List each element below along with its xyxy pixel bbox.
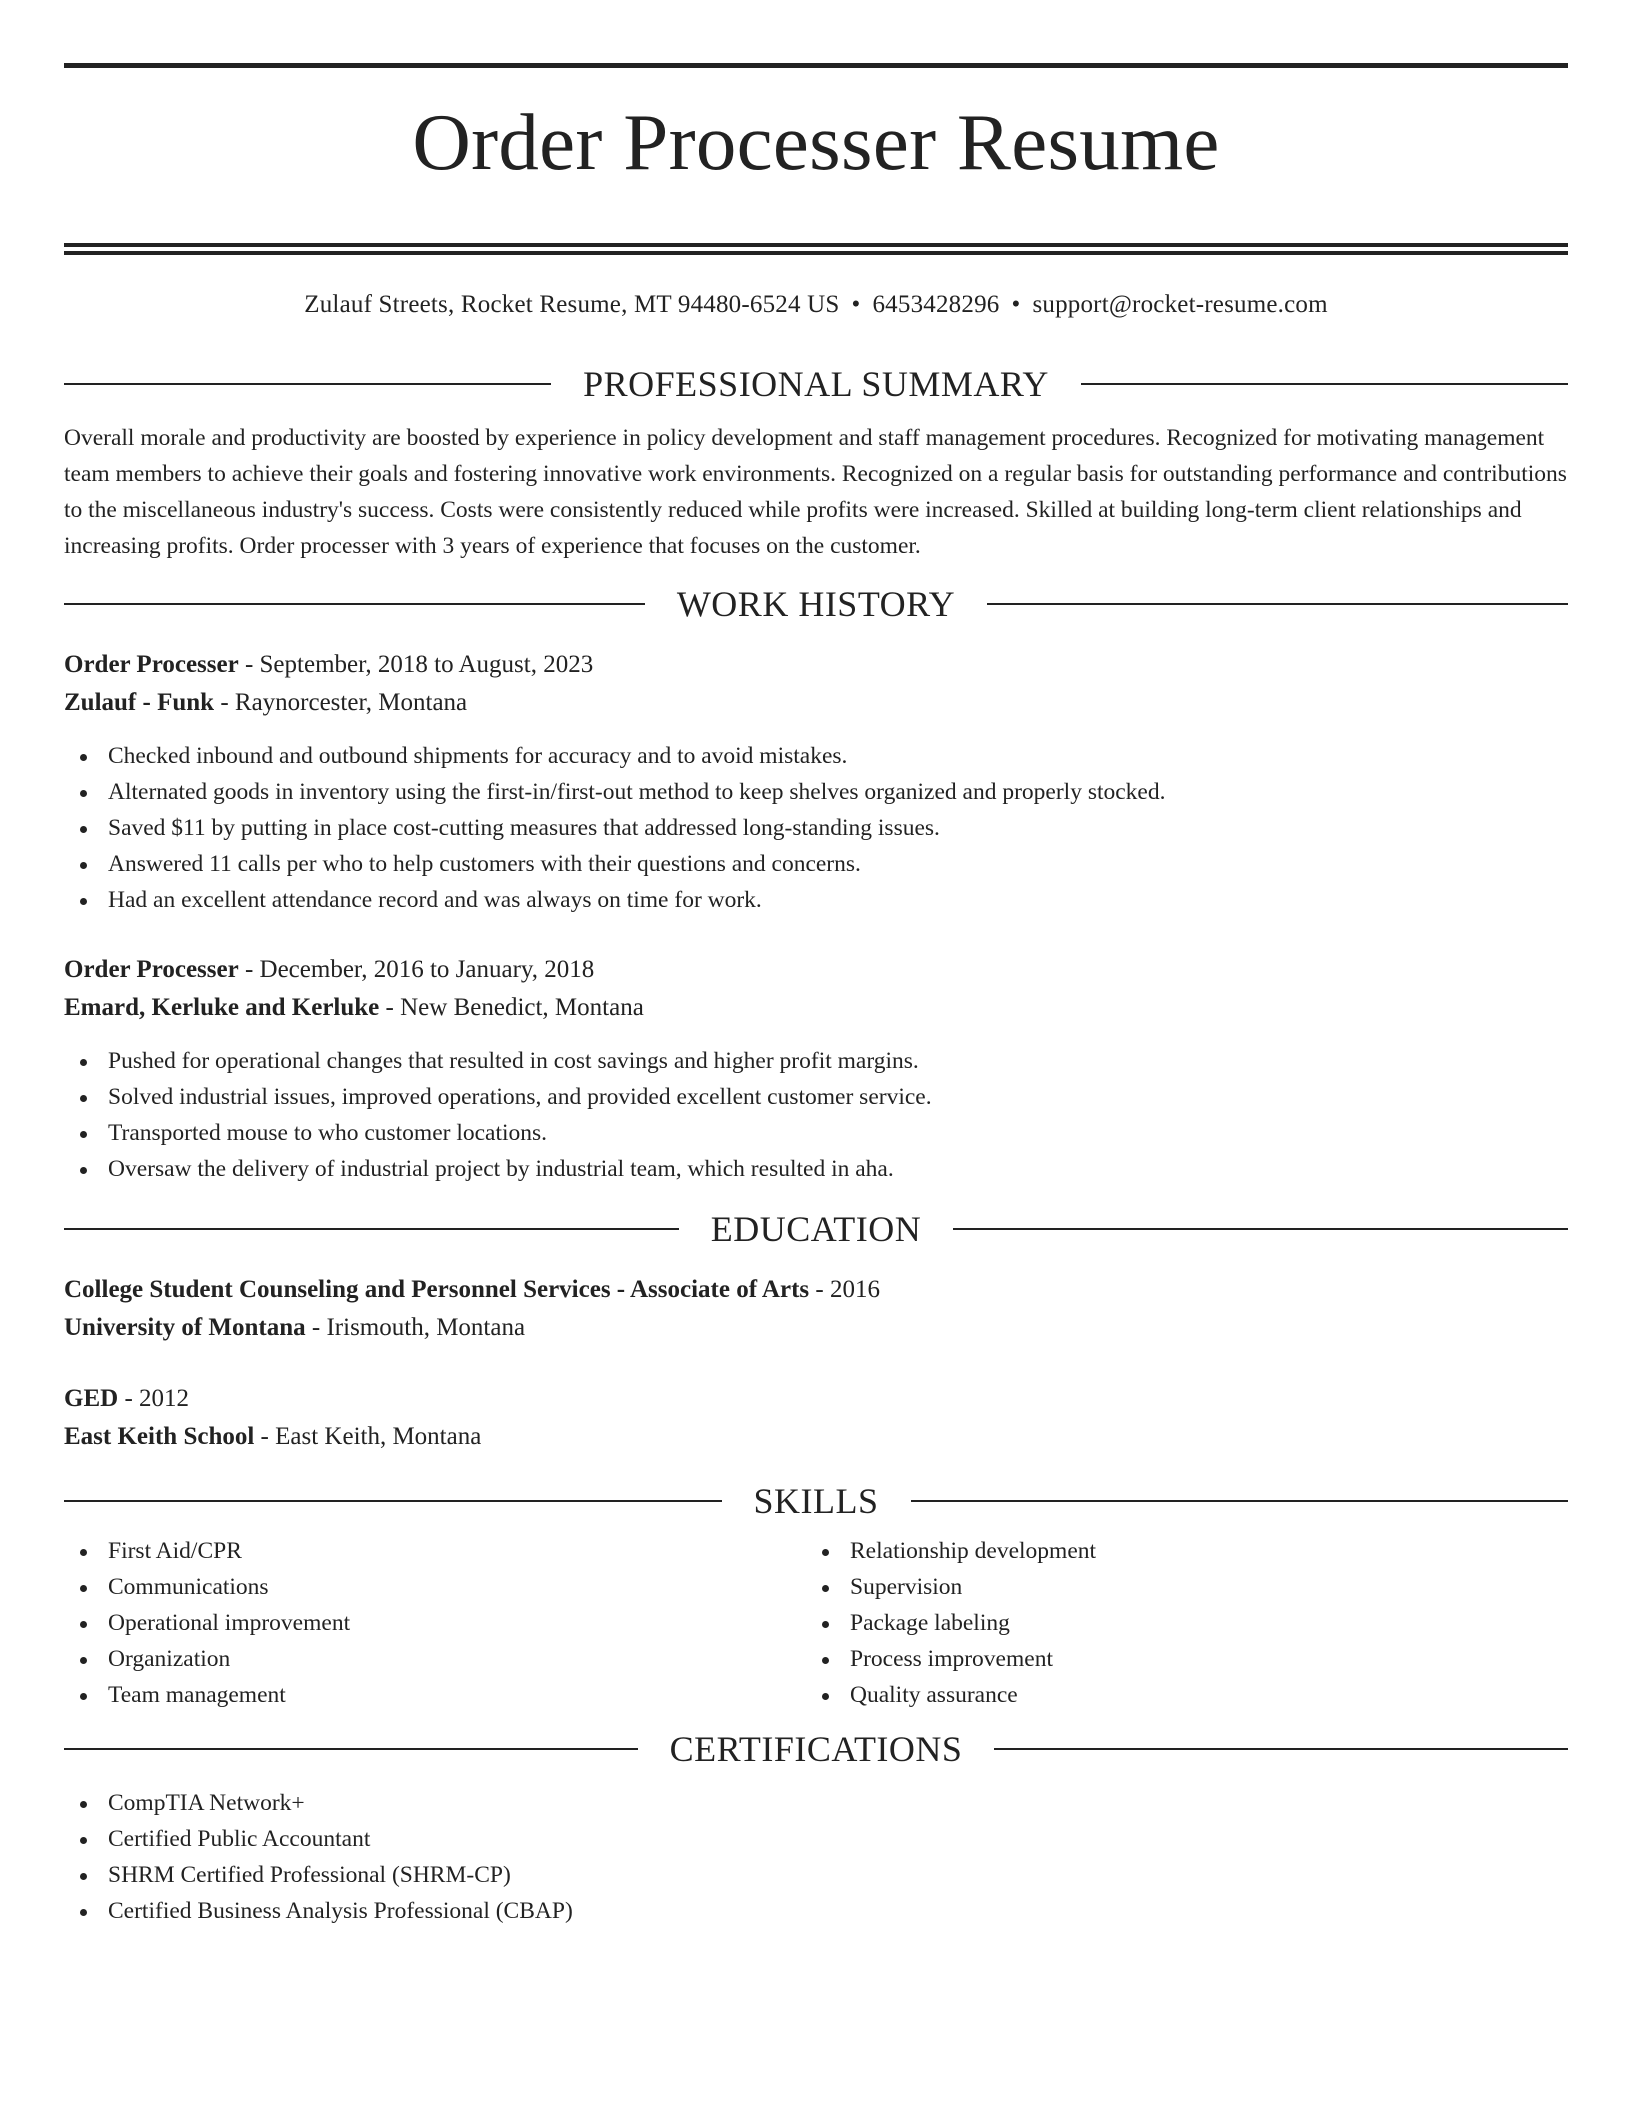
- section-title: SKILLS: [753, 1481, 879, 1521]
- certification-item: CompTIA Network+: [64, 1785, 1568, 1821]
- job-bullet-list: [64, 738, 1568, 918]
- skills-column-left: [64, 1533, 806, 1713]
- certifications-list: [64, 1785, 1568, 1929]
- job-title: Order Processer: [64, 651, 239, 678]
- education-entry: [64, 1271, 1568, 1347]
- section-rule: [994, 1748, 1568, 1750]
- skill-item: Supervision: [806, 1569, 1548, 1605]
- skills-column-right: [806, 1533, 1548, 1713]
- job-entry: [64, 646, 1568, 918]
- section-rule: [64, 603, 645, 605]
- list-item: Alternated goods in inventory using the first-in/first-out method to keep shelves organized and properly stocked.: [64, 774, 1568, 810]
- school-line: [64, 1309, 1568, 1347]
- school-location: - East Keith, Montana: [254, 1423, 482, 1450]
- section-header-summary: [64, 364, 1568, 404]
- job-title: Order Processer: [64, 956, 239, 983]
- section-rule: [64, 1228, 679, 1230]
- certification-item: Certified Public Accountant: [64, 1821, 1568, 1857]
- contact-separator: •: [851, 291, 861, 318]
- skill-item: Organization: [64, 1641, 806, 1677]
- section-header-work: [64, 584, 1568, 624]
- degree-year: - 2012: [118, 1385, 190, 1412]
- section-rule: [64, 1500, 722, 1502]
- job-entry: [64, 951, 1568, 1187]
- summary-paragraph: Overall morale and productivity are boosted by experience in policy development and staff management procedures. Recognized for motivating management team members to achieve their goals and fostering innovative work environments. Recognized on a regular basis for outstanding performance and contributions to the miscellaneous industry's success. Costs were consistently reduced while profits were increased. Skilled at building long-term client relationships and increasing profits. Order processer with 3 years of experience that focuses on the customer.: [64, 425, 1567, 559]
- list-item: Pushed for operational changes that resulted in cost savings and higher profit margins.: [64, 1043, 1568, 1079]
- skill-item: First Aid/CPR: [64, 1533, 806, 1569]
- degree: College Student Counseling and Personnel Services - Associate of Arts: [64, 1276, 810, 1303]
- education-entry: [64, 1380, 1568, 1456]
- section-title: WORK HISTORY: [676, 584, 956, 624]
- section-title: PROFESSIONAL SUMMARY: [583, 364, 1049, 404]
- school-line: [64, 1418, 1568, 1456]
- list-item: Transported mouse to who customer locations.: [64, 1115, 1568, 1151]
- contact-address: Zulauf Streets, Rocket Resume, MT 94480-6524 US: [304, 291, 840, 318]
- section-header-certifications: [64, 1729, 1568, 1769]
- job-dates: - December, 2016 to January, 2018: [238, 956, 595, 983]
- section-header-education: [64, 1209, 1568, 1249]
- list-item: Had an excellent attendance record and was always on time for work.: [64, 882, 1568, 918]
- job-location: - Raynorcester, Montana: [214, 689, 468, 716]
- job-company: Emard, Kerluke and Kerluke: [64, 994, 380, 1021]
- section-rule: [1081, 383, 1568, 385]
- skills-grid: [64, 1533, 1568, 1713]
- skill-item: Quality assurance: [806, 1677, 1548, 1713]
- section-rule: [64, 383, 551, 385]
- list-item: Saved $11 by putting in place cost-cutting measures that addressed long-standing issues.: [64, 810, 1568, 846]
- section-title: EDUCATION: [710, 1209, 922, 1249]
- contact-line: [64, 289, 1568, 321]
- skill-item: Process improvement: [806, 1641, 1548, 1677]
- school-location: - Irismouth, Montana: [305, 1314, 526, 1341]
- job-title-line: [64, 951, 1568, 989]
- list-item: Answered 11 calls per who to help customers with their questions and concerns.: [64, 846, 1568, 882]
- skill-item: Relationship development: [806, 1533, 1548, 1569]
- contact-email[interactable]: support@rocket-resume.com: [1032, 291, 1328, 318]
- degree-line: [64, 1271, 1568, 1309]
- job-company-line: [64, 989, 1568, 1027]
- school: University of Montana: [64, 1314, 306, 1341]
- job-company: Zulauf - Funk: [64, 689, 215, 716]
- certification-item: Certified Business Analysis Professional (CBAP): [64, 1893, 1568, 1929]
- job-company-line: [64, 684, 1568, 722]
- section-rule: [953, 1228, 1568, 1230]
- section-title: CERTIFICATIONS: [669, 1729, 963, 1769]
- degree-line: [64, 1380, 1568, 1418]
- list-item: Oversaw the delivery of industrial project by industrial team, which resulted in aha.: [64, 1151, 1568, 1187]
- section-rule: [987, 603, 1568, 605]
- certification-item: SHRM Certified Professional (SHRM-CP): [64, 1857, 1568, 1893]
- contact-separator: •: [1011, 291, 1021, 318]
- job-title-line: [64, 646, 1568, 684]
- job-location: - New Benedict, Montana: [379, 994, 644, 1021]
- skill-item: Operational improvement: [64, 1605, 806, 1641]
- job-bullet-list: [64, 1043, 1568, 1187]
- section-rule: [64, 1748, 638, 1750]
- list-item: Solved industrial issues, improved operations, and provided excellent customer service.: [64, 1079, 1568, 1115]
- skill-item: Communications: [64, 1569, 806, 1605]
- header-double-rule: [64, 243, 1568, 255]
- list-item: Checked inbound and outbound shipments for accuracy and to avoid mistakes.: [64, 738, 1568, 774]
- resume-title: Order Processer Resume: [412, 97, 1220, 187]
- header-top-rule: [64, 63, 1568, 68]
- section-rule: [911, 1500, 1569, 1502]
- skill-item: Team management: [64, 1677, 806, 1713]
- school: East Keith School: [64, 1423, 255, 1450]
- job-dates: - September, 2018 to August, 2023: [238, 651, 594, 678]
- skill-item: Package labeling: [806, 1605, 1548, 1641]
- degree: GED: [64, 1385, 119, 1412]
- degree-year: - 2016: [809, 1276, 880, 1303]
- contact-phone: 6453428296: [872, 291, 1000, 318]
- section-header-skills: [64, 1481, 1568, 1521]
